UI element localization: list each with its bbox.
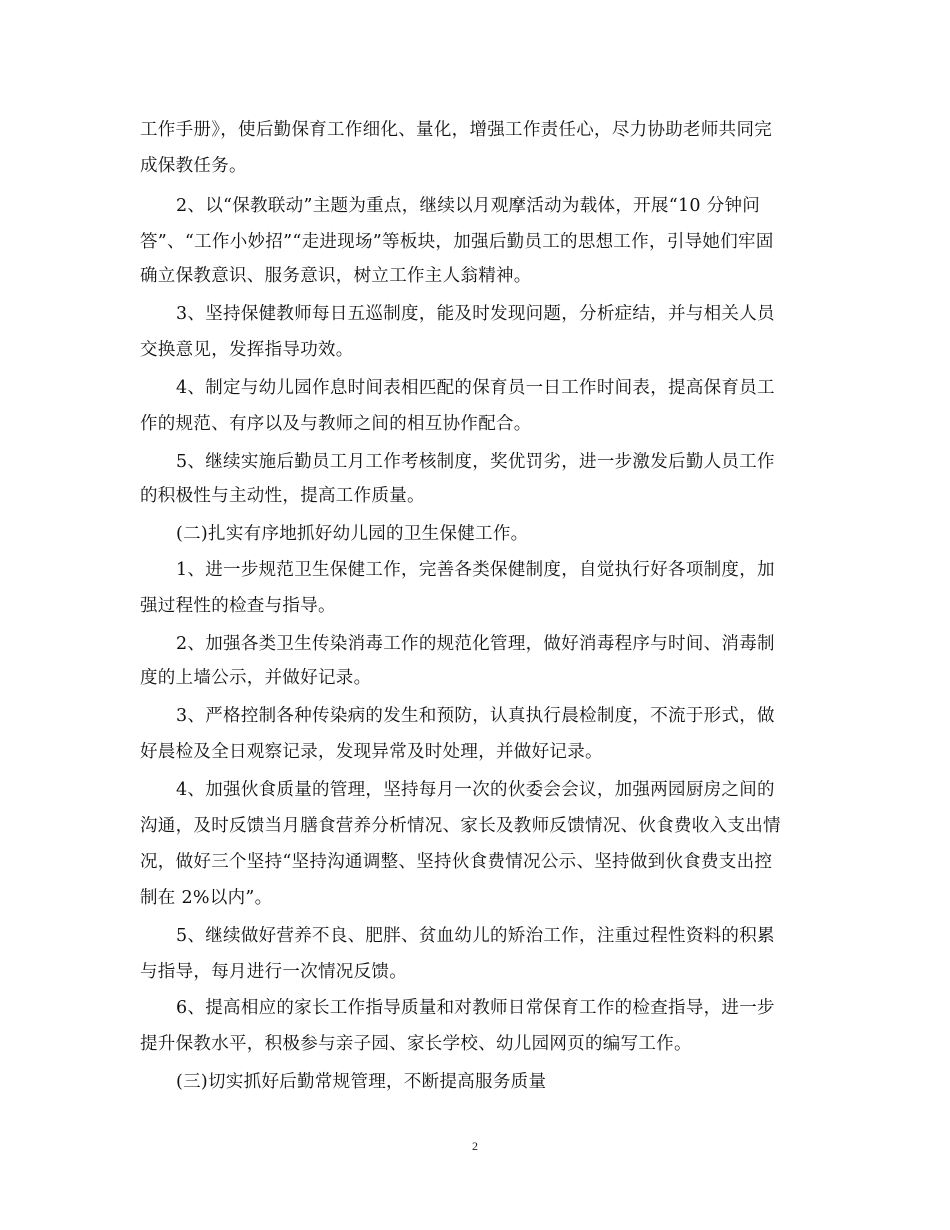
text-line: 提升保教水平，积极参与亲子园、家长学校、幼儿园网页的编写工作。 [140,1034,692,1054]
paragraph-first-line: 3、坚持保健教师每日五巡制度，能及时发现问题，分析症结，并与相关人员 [176,304,775,324]
page-number: 2 [472,1139,478,1153]
text-line: 沟通，及时反馈当月膳食营养分析情况、家长及教师反馈情况、伙食费收入支出情 [140,816,781,836]
text-line: 作的规范、有序以及与教师之间的相互协作配合。 [140,414,532,434]
text-line: 况，做好三个坚持“坚持沟通调整、坚持伙食费情况公示、坚持做到伙食费支出控 [140,852,773,872]
text-line: 交换意见，发挥指导功效。 [140,340,354,360]
paragraph-first-line: 4、加强伙食质量的管理，坚持每月一次的伙委会会议，加强两园厨房之间的 [176,780,775,800]
paragraph-first-line: 3、严格控制各种传染病的发生和预防，认真执行晨检制度，不流于形式，做 [176,706,775,726]
paragraph-first-line: 5、继续做好营养不良、肥胖、贫血幼儿的矫治工作，注重过程性资料的积累 [176,926,775,946]
text-line: 答”、“工作小妙招”“走进现场”等板块，加强后勤员工的思想工作，引导她们牢固 [140,232,774,252]
section-heading: (三)切实抓好后勤常规管理，不断提高服务质量 [176,1072,547,1092]
paragraph-first-line: 2、以“保教联动”主题为重点，继续以月观摩活动为载体，开展“10 分钟问 [176,196,761,216]
paragraph-first-line: 5、继续实施后勤员工月工作考核制度，奖优罚劣，进一步激发后勤人员工作 [176,452,775,472]
text-line: 好晨检及全日观察记录，发现异常及时处理，并做好记录。 [140,742,603,762]
paragraph-first-line: 6、提高相应的家长工作指导质量和对教师日常保育工作的检查指导，进一步 [176,998,775,1018]
paragraph-first-line: 2、加强各类卫生传染消毒工作的规范化管理，做好消毒程序与时间、消毒制 [176,634,775,654]
text-line: 制在 2%以内”。 [140,888,273,908]
paragraph-first-line: 1、进一步规范卫生保健工作，完善各类保健制度，自觉执行好各项制度，加 [176,560,775,580]
text-line: 度的上墙公示，并做好记录。 [140,668,372,688]
text-line: 与指导，每月进行一次情况反馈。 [140,962,407,982]
text-line: 的积极性与主动性，提高工作质量。 [140,486,425,506]
paragraph-first-line: 4、制定与幼儿园作息时间表相匹配的保育员一日工作时间表，提高保育员工 [176,378,775,398]
text-line: 工作手册》，使后勤保育工作细化、量化，增强工作责任心，尽力协助老师共同完 [140,120,773,140]
text-line: 确立保教意识、服务意识，树立工作主人翁精神。 [140,266,532,286]
text-line: 强过程性的检查与指导。 [140,596,336,616]
section-heading: (二)扎实有序地抓好幼儿园的卫生保健工作。 [176,524,529,544]
text-line: 成保教任务。 [140,156,247,176]
